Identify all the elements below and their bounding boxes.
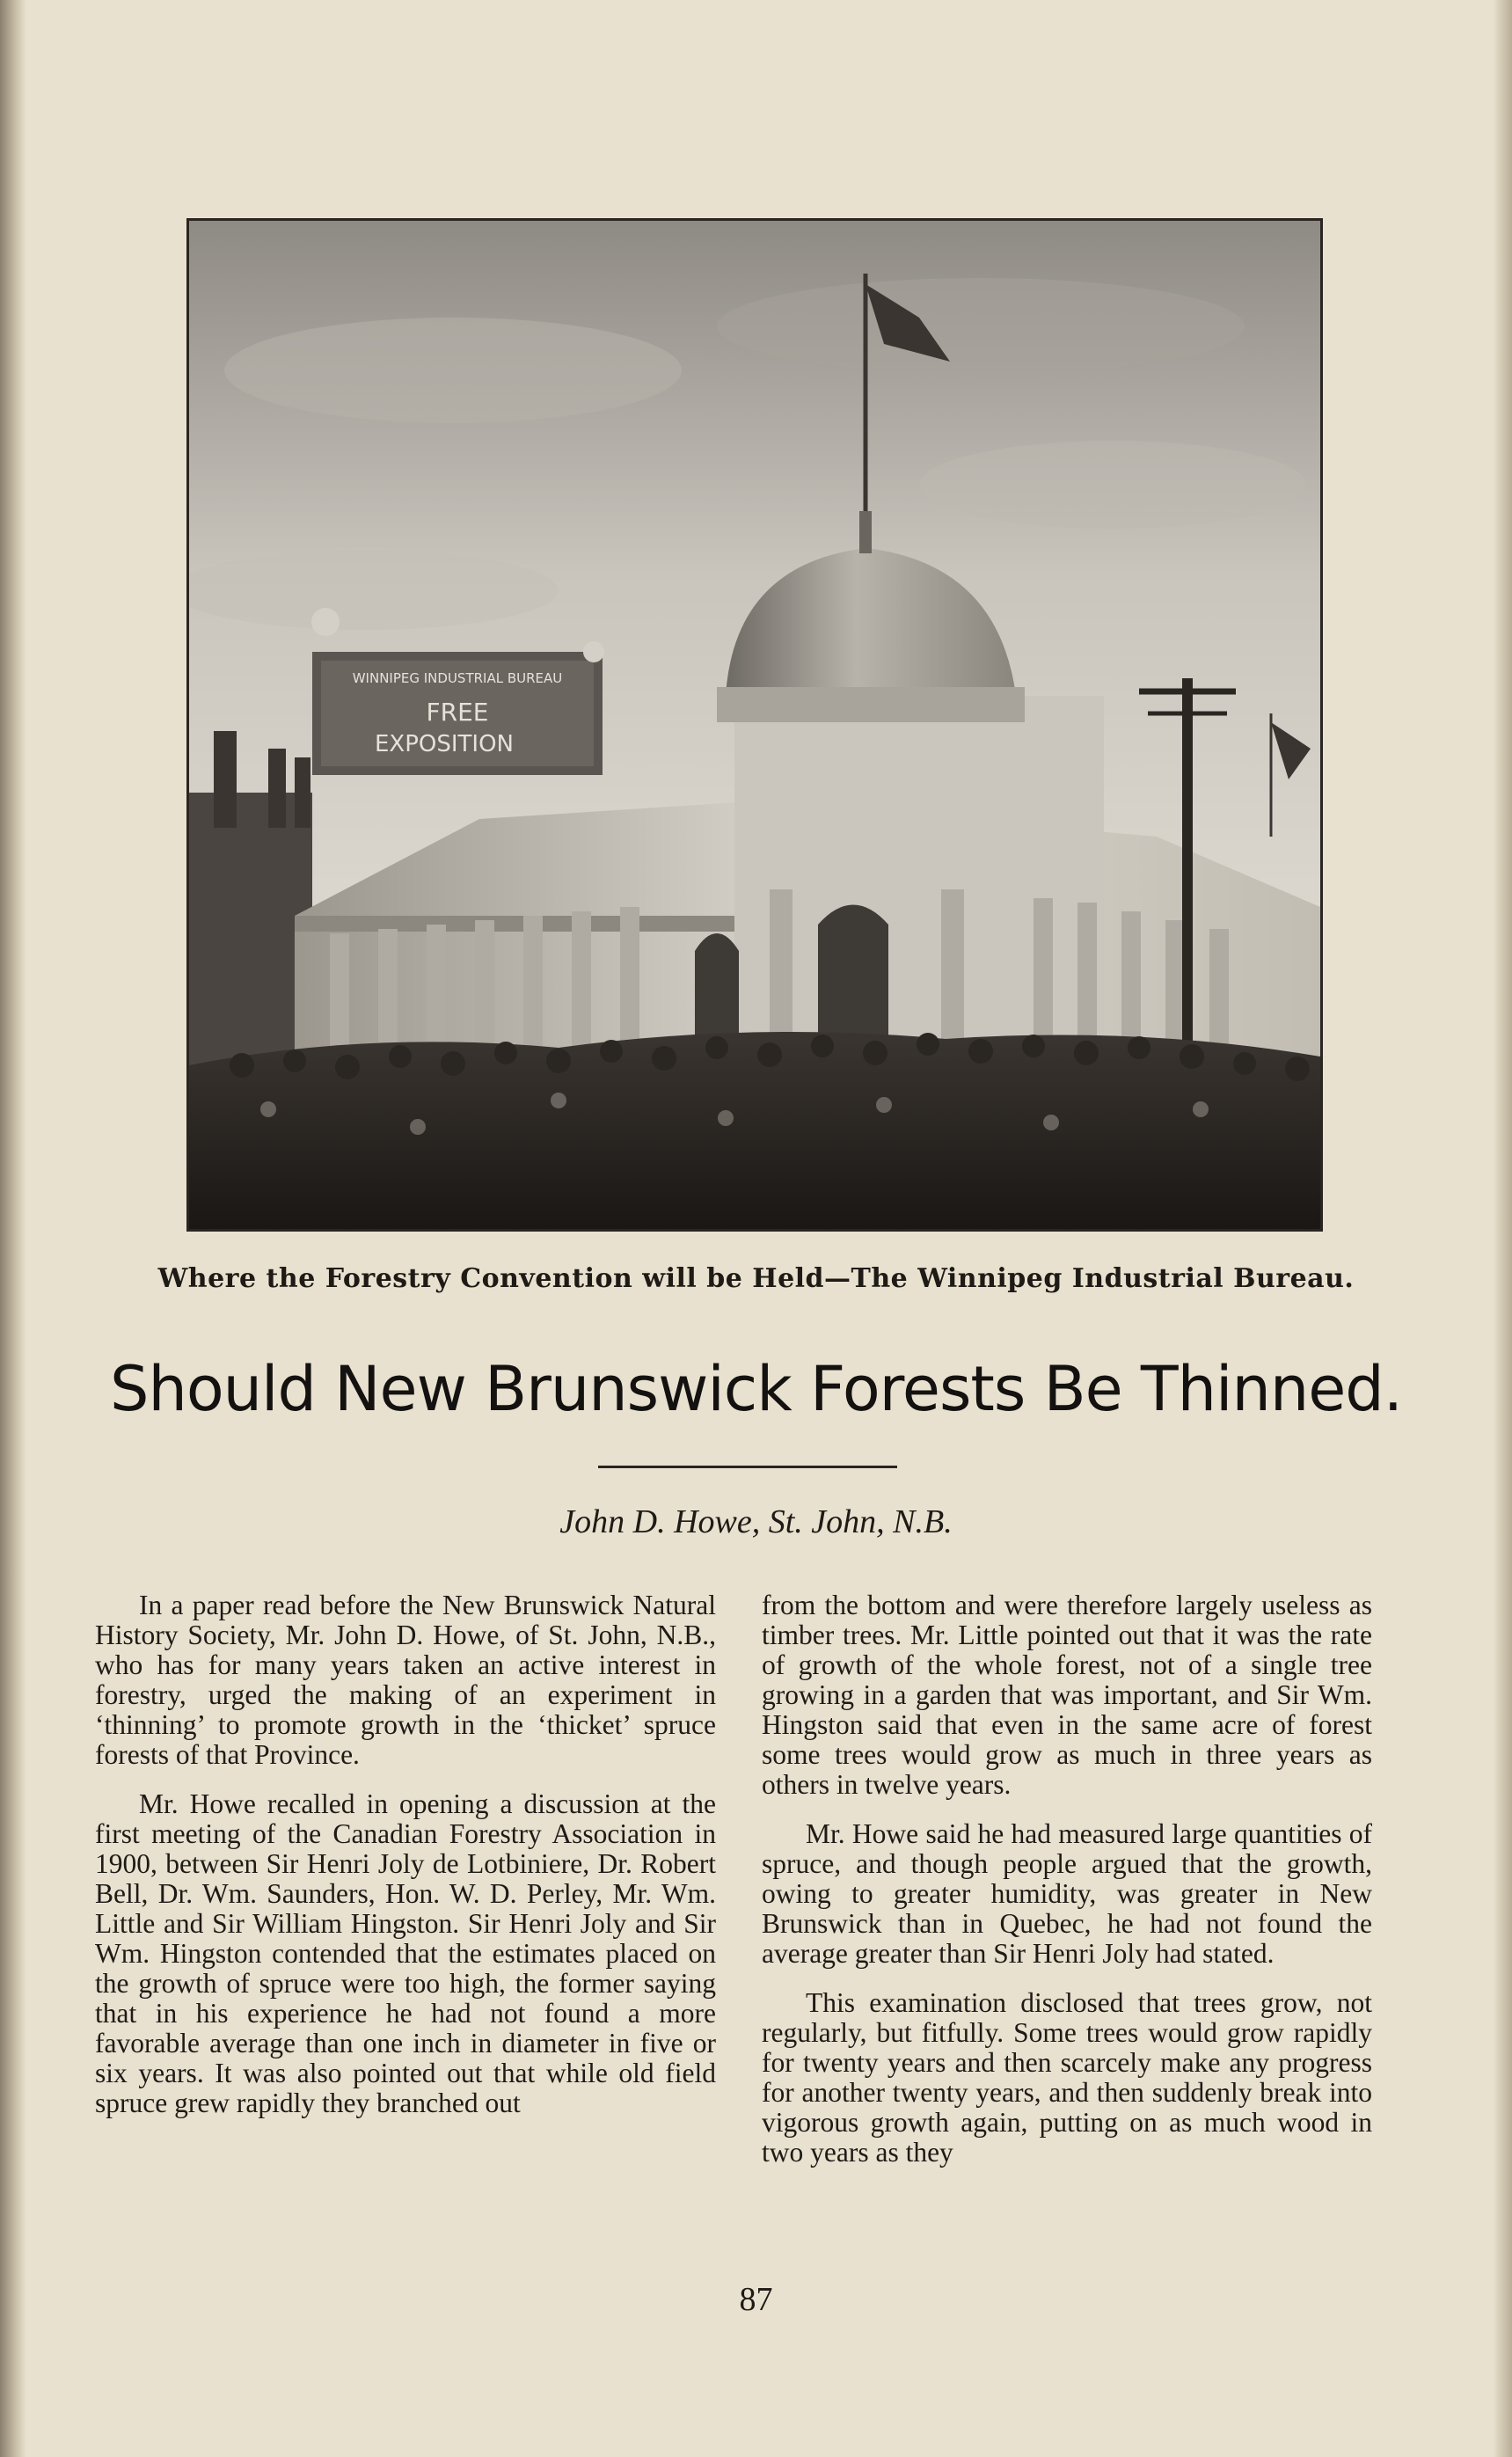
paragraph: In a paper read before the New Brunswick Natural History Society, Mr. John D. Howe, of St. John, N.B., who has for many years taken an active interest in forestry, urged the making of an experiment in ‘thinning’ to promote growth in the ‘thicket’ spruce forests of that Province. <box>95 1590 716 1770</box>
svg-text:EXPOSITION: EXPOSITION <box>374 731 515 757</box>
page-number: 87 <box>739 2281 773 2318</box>
paragraph: This examination disclosed that trees grow, not regularly, but fitfully. Some trees would grow rapidly for twenty years and then scarcely make any progress for another twenty years, and then suddenly break into vigorous growth again, putting on as much wood in two years as they <box>762 1987 1372 2168</box>
svg-text:WINNIPEG INDUSTRIAL BUREAU: WINNIPEG INDUSTRIAL BUREAU <box>352 670 563 686</box>
page-edge-right <box>1493 0 1512 2457</box>
article-column-right <box>762 1590 1372 2187</box>
paragraph: Mr. Howe said he had measured large quantities of spruce, and though people argued that the growth, owing to greater humidity, was greater in New Brunswick than in Quebec, he had not found the average greater than Sir Henri Joly had stated. <box>762 1818 1372 1969</box>
photo-exposition-building-icon <box>189 221 1320 1229</box>
photo-caption: Where the Forestry Convention will be Held—The Winnipeg Industrial Bureau. <box>157 1263 1355 1294</box>
paragraph: from the bottom and were therefore largely useless as timber trees. Mr. Little pointed out that it was the rate of growth of the whole forest, not of a single tree growing in a garden that was important, and Sir Wm. Hingston said that even in the same acre of forest some trees would grow as much in three years as others in twelve years. <box>762 1590 1372 1800</box>
svg-text:FREE: FREE <box>426 698 489 727</box>
page-gutter-left <box>0 0 26 2457</box>
article-byline: John D. Howe, St. John, N.B. <box>559 1503 953 1540</box>
paragraph: Mr. Howe recalled in opening a discussion at the first meeting of the Canadian Forestry Association in 1900, between Sir Henri Joly de Lotbiniere, Dr. Robert Bell, Dr. Wm. Saunders, Hon. W. D. Perley, Mr. Wm. Little and Sir William Hingston. Sir Henri Joly and Sir Wm. Hingston contended that the estimates placed on the growth of spruce were too high, the former saying that in his experience he had not found a more favorable average than one inch in diameter in five or six years. It was also pointed out that while old field spruce grew rapidly they branched out <box>95 1788 716 2118</box>
title-rule-divider <box>598 1466 897 1468</box>
article-headline: Should New Brunswick Forests Be Thinned. <box>110 1353 1402 1425</box>
photo-exposition-building <box>186 218 1323 1232</box>
article-column-left <box>95 1590 716 2138</box>
